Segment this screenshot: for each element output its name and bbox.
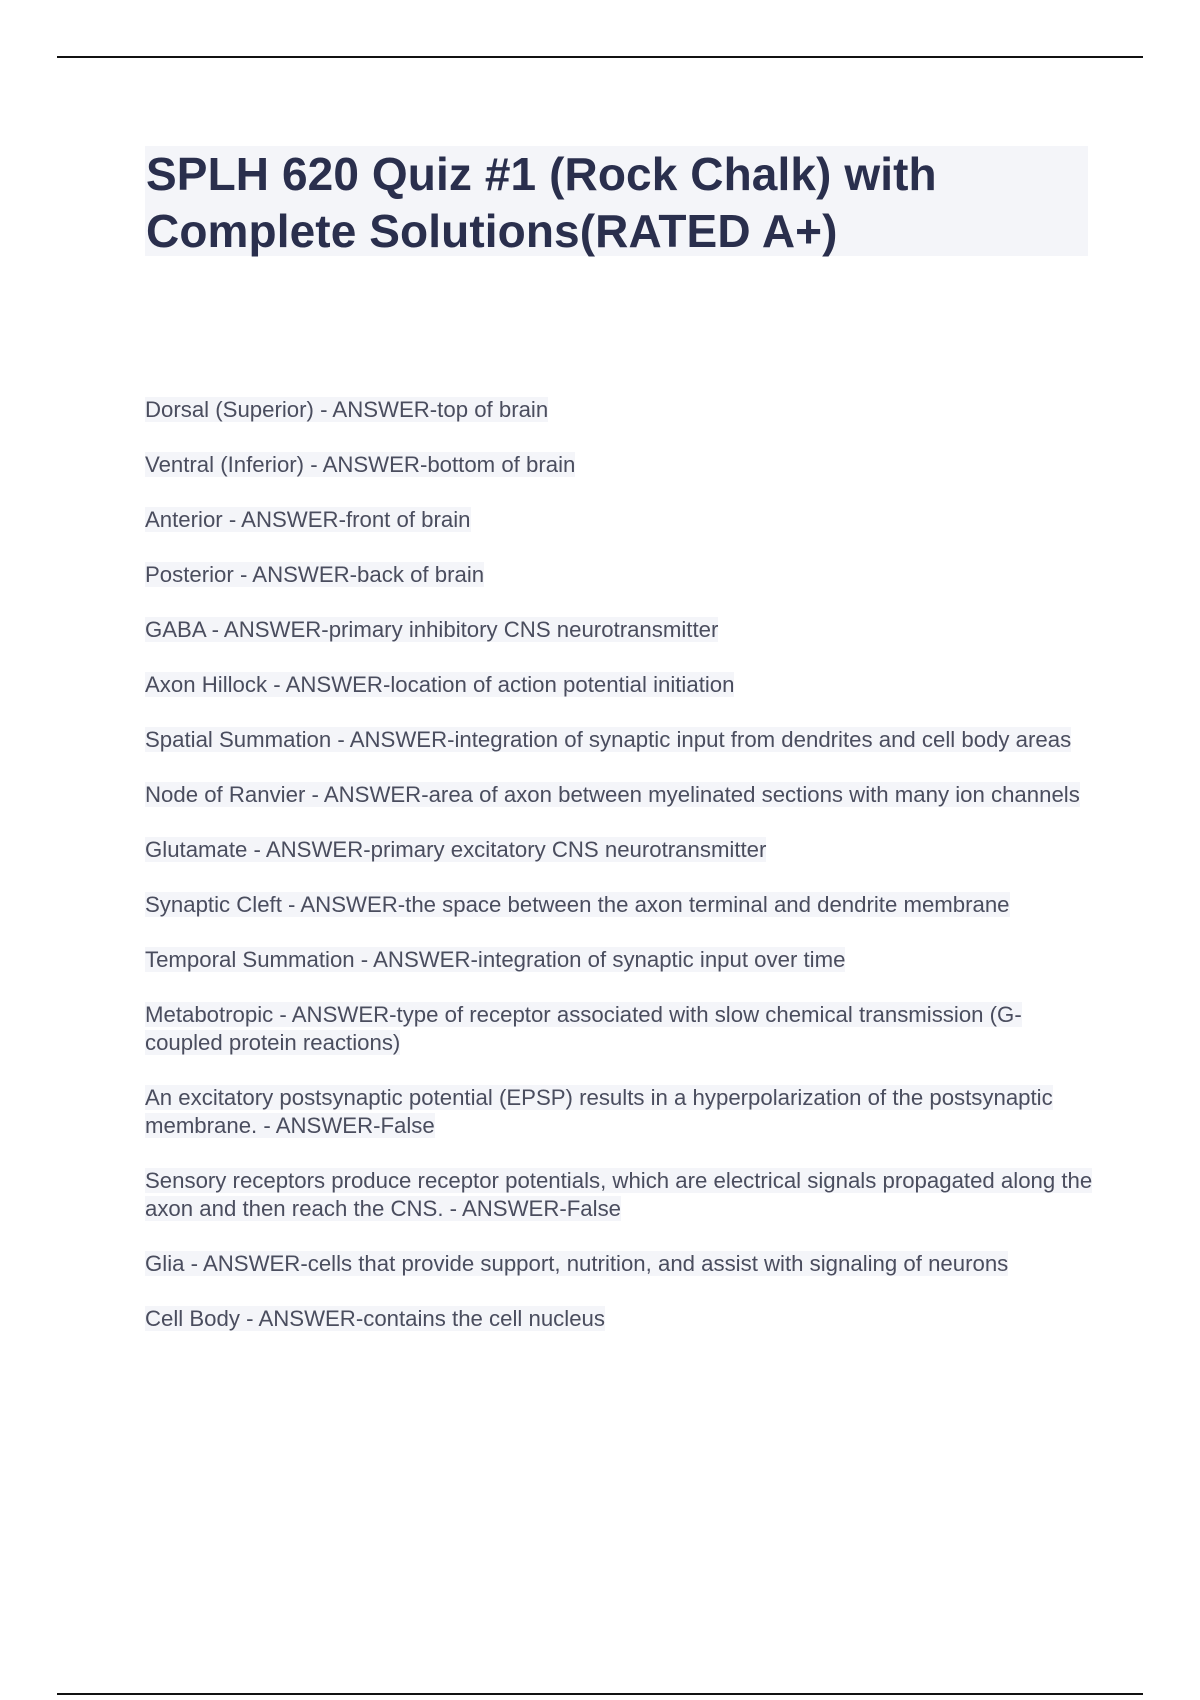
qa-item xyxy=(145,451,1095,479)
qa-text: Glutamate - ANSWER-primary excitatory CNS neurotransmitter xyxy=(145,837,767,862)
qa-item xyxy=(145,946,1095,974)
qa-item xyxy=(145,1167,1095,1223)
qa-item xyxy=(145,1084,1095,1140)
qa-list xyxy=(145,396,1095,1360)
qa-text: Node of Ranvier - ANSWER-area of axon between myelinated sections with many ion channels xyxy=(145,782,1080,807)
page-title: SPLH 620 Quiz #1 (Rock Chalk) with Complete Solutions(RATED A+) xyxy=(146,148,937,257)
qa-text: An excitatory postsynaptic potential (EPSP) results in a hyperpolarization of the postsynaptic membrane. - ANSWER-False xyxy=(145,1085,1053,1138)
qa-item xyxy=(145,726,1095,754)
qa-text: Temporal Summation - ANSWER-integration of synaptic input over time xyxy=(145,947,846,972)
qa-text: Synaptic Cleft - ANSWER-the space between the axon terminal and dendrite membrane xyxy=(145,892,1010,917)
qa-item xyxy=(145,561,1095,589)
qa-item xyxy=(145,891,1095,919)
qa-item xyxy=(145,1305,1095,1333)
qa-text: Spatial Summation - ANSWER-integration of synaptic input from dendrites and cell body areas xyxy=(145,727,1072,752)
qa-item xyxy=(145,396,1095,424)
qa-item xyxy=(145,1001,1095,1057)
qa-text: Anterior - ANSWER-front of brain xyxy=(145,507,471,532)
qa-text: Cell Body - ANSWER-contains the cell nucleus xyxy=(145,1306,605,1331)
bottom-rule xyxy=(57,1693,1143,1695)
qa-item xyxy=(145,616,1095,644)
title-block xyxy=(145,146,1088,256)
qa-item xyxy=(145,781,1095,809)
qa-text: Glia - ANSWER-cells that provide support, nutrition, and assist with signaling of neurons xyxy=(145,1251,1009,1276)
qa-item xyxy=(145,506,1095,534)
qa-item xyxy=(145,1250,1095,1278)
qa-text: Metabotropic - ANSWER-type of receptor associated with slow chemical transmission (G-coupled protein reactions) xyxy=(145,1002,1022,1055)
qa-text: Sensory receptors produce receptor potentials, which are electrical signals propagated along the axon and then reach the CNS. - ANSWER-False xyxy=(145,1168,1093,1221)
qa-text: Axon Hillock - ANSWER-location of action potential initiation xyxy=(145,672,735,697)
qa-item xyxy=(145,671,1095,699)
qa-text: Dorsal (Superior) - ANSWER-top of brain xyxy=(145,397,549,422)
qa-item xyxy=(145,836,1095,864)
qa-text: Ventral (Inferior) - ANSWER-bottom of brain xyxy=(145,452,576,477)
qa-text: GABA - ANSWER-primary inhibitory CNS neurotransmitter xyxy=(145,617,719,642)
qa-text: Posterior - ANSWER-back of brain xyxy=(145,562,485,587)
top-rule xyxy=(57,56,1143,58)
